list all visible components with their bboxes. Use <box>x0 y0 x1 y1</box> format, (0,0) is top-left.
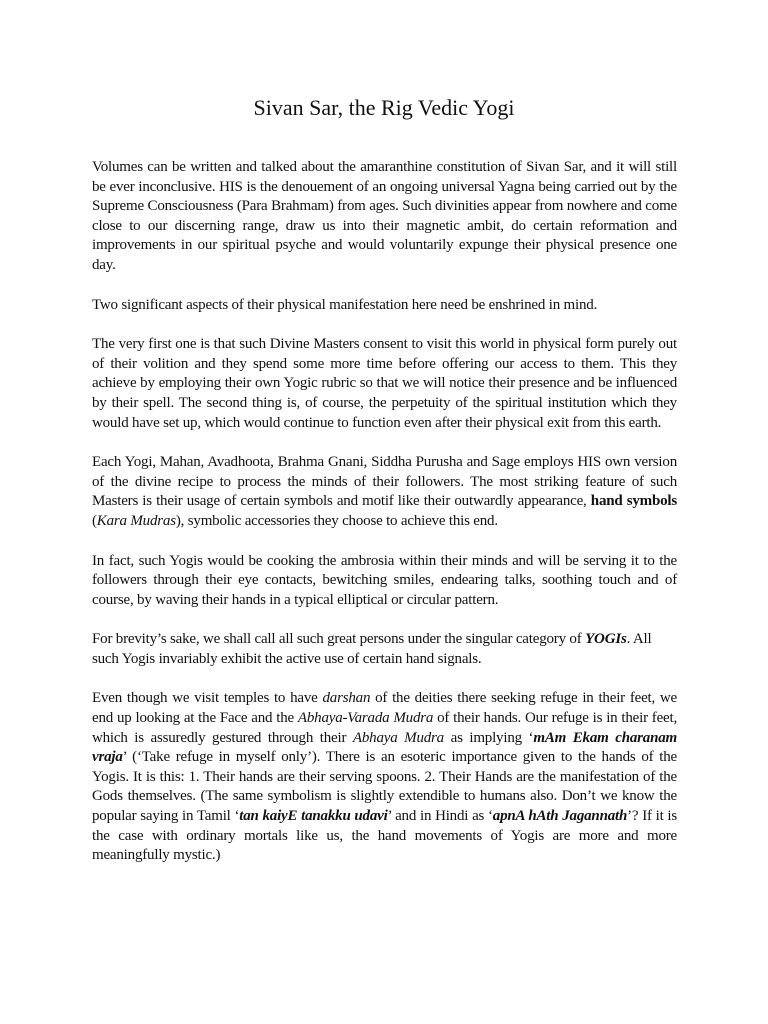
paragraph-7 <box>92 689 677 865</box>
page-title: Sivan Sar, the Rig Vedic Yogi <box>253 95 515 120</box>
paragraph-7-text-c: of their hands. Our refuge is in their feet, which is assuredly gestured through their <box>92 710 678 746</box>
paragraph-2: Two significant aspects of their physical manifestation here need be enshrined in mind. <box>92 296 598 313</box>
kara-mudras-term: Kara Mudras <box>96 512 176 529</box>
yogis-term: YOGIs <box>585 631 627 648</box>
tamil-saying: tan kaiyE tanakku udavi <box>239 808 388 825</box>
abhaya-mudra-term: Abhaya Mudra <box>352 729 444 746</box>
paragraph-3: The very first one is that such Divine Masters consent to visit this world in physical form purely out of their volition and they spend some more time before offering our access to them. This they achieve by employing their own Yogic rubric so that we will notice their presence and be influenced by their spell. The second thing is, of course, the perpetuity of the spiritual institution which they would have set up, which would continue to function even after their physical exit from this earth. <box>92 336 677 431</box>
hindi-saying: apnA hAth Jagannath <box>492 808 628 825</box>
sanskrit-quote: mAm Ekam charanam vraja <box>92 729 677 766</box>
paragraph-4-text-b: ( <box>92 512 97 529</box>
paragraph-7-text-a: Even though we visit temples to have <box>92 690 323 707</box>
abhaya-varada-mudra-term: Abhaya-Varada Mudra <box>297 710 434 727</box>
darshan-term: darshan <box>322 690 371 707</box>
paragraph-6-text-a: For brevity’s sake, we shall call all such great persons under the singular category of <box>92 631 586 648</box>
paragraph-4 <box>92 453 677 531</box>
hand-symbols-term: hand symbols <box>590 493 678 510</box>
paragraph-7-text-f: ’ and in Hindi as ‘ <box>387 808 493 825</box>
document-body <box>92 158 677 886</box>
paragraph-1: Volumes can be written and talked about the amaranthine constitution of Sivan Sar, and it will still be ever inconclusive. HIS is the denouement of an ongoing universal Yagna being carried out by the Supreme Consciousness (Para Brahmam) from ages. Such divinities appear from nowhere and come close to our discerning range, draw us into their magnetic ambit, do certain reformation and improvements in our spiritual psyche and would voluntarily expunge their physical presence one day. <box>92 159 677 273</box>
paragraph-7-text-b: of the deities there seeking refuge in their feet, we end up looking at the Face and the <box>92 690 677 727</box>
paragraph-7-text-g: ’? If it is the case with ordinary mortals like us, the hand movements of Yogis are more and more meaningfully mystic.) <box>92 808 677 864</box>
paragraph-4-text-a: Each Yogi, Mahan, Avadhoota, Brahma Gnani, Siddha Purusha and Sage employs HIS own version of the divine recipe to process the minds of their followers. The most striking feature of such Masters is their usage of certain symbols and motif like their outwardly appearance, <box>92 454 677 510</box>
paragraph-6-text-b: . All such Yogis invariably exhibit the active use of certain hand signals. <box>92 631 652 667</box>
paragraph-7-text-d: as implying ‘ <box>443 729 534 746</box>
paragraph-7-text-e: ’ (‘Take refuge in myself only’). There is an esoteric importance given to the hands of the Yogis. It is this: 1. Their hands are their serving spoons. 2. Their Hands are the manifestation of the Gods themselves. (The same symbolism is slightly extendible to humans also. Don’t we know the popular saying in Tamil ‘ <box>92 749 677 825</box>
paragraph-4-text-c: ), symbolic accessories they choose to achieve this end. <box>175 512 498 529</box>
paragraph-5: In fact, such Yogis would be cooking the ambrosia within their minds and will be serving it to the followers through their eye contacts, bewitching smiles, endearing talks, soothing touch and of course, by waving their hands in a typical elliptical or circular pattern. <box>92 552 677 608</box>
paragraph-6 <box>92 630 677 669</box>
